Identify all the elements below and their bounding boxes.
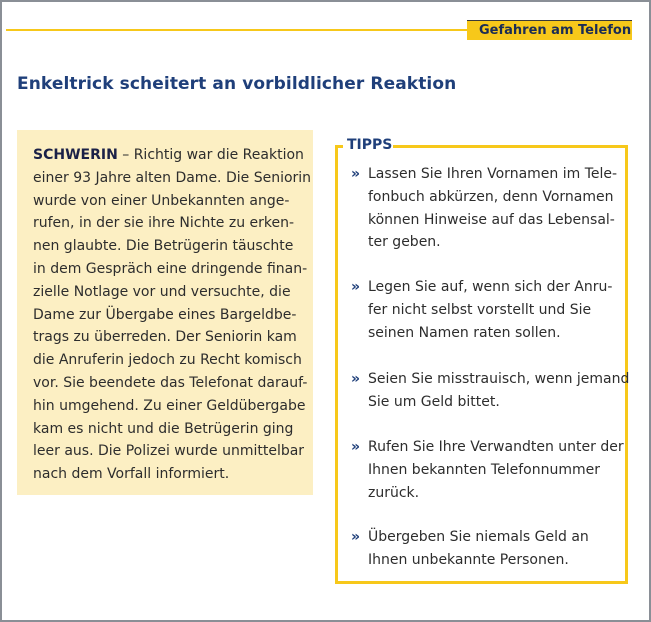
- tip-line: zurück.: [368, 484, 420, 501]
- tips-border-segment: [335, 145, 343, 148]
- tip-line: Sie um Geld bittet.: [368, 393, 500, 410]
- tip-line: fonbuch abkürzen, denn Vornamen: [368, 188, 614, 205]
- tip-item-1: [351, 163, 617, 254]
- tip-line: Seien Sie misstrauisch, wenn jemand: [368, 371, 630, 387]
- story-line: leer aus. Die Polizei wurde unmittelbar: [33, 443, 305, 460]
- story-dateline: SCHWERIN: [33, 147, 118, 163]
- story-line: in dem Gespräch eine dringende finan-: [33, 260, 308, 277]
- story-line: rufen, in der sie ihre Nichte zu erken-: [33, 215, 295, 232]
- story-line-text: – Richtig war die Reaktion: [117, 147, 304, 163]
- tip-item-3: [351, 368, 629, 414]
- story-box: [17, 130, 313, 495]
- bullet-icon: »: [351, 439, 361, 455]
- tip-line: Ihnen bekannten Telefonnummer: [368, 461, 600, 478]
- story-line: zielle Notlage vor und versuchte, die: [33, 283, 291, 300]
- story-line: [33, 144, 307, 167]
- tip-line: Ihnen unbekannte Personen.: [368, 551, 569, 568]
- story-line: kam es nicht und die Betrügerin ging: [33, 420, 294, 437]
- tips-border-segment: [388, 145, 628, 148]
- tip-line: Rufen Sie Ihre Verwandten unter der: [368, 439, 624, 455]
- tip-line: Legen Sie auf, wenn sich der Anru-: [368, 279, 613, 295]
- header-rule: [6, 29, 468, 31]
- bullet-icon: »: [351, 371, 361, 387]
- story-line: wurde von einer Unbekannten ange-: [33, 192, 290, 209]
- tip-item-5: [351, 526, 589, 572]
- tip-item-2: [351, 276, 612, 344]
- story-line: hin umgehend. Zu einer Geldübergabe: [33, 397, 306, 414]
- tip-line: Lassen Sie Ihren Vornamen im Tele-: [368, 166, 618, 182]
- tip-line: seinen Namen raten sollen.: [368, 324, 561, 341]
- tip-line: Übergeben Sie niemals Geld an: [368, 529, 589, 545]
- article-headline: Enkeltrick scheitert an vorbildlicher Reaktion: [17, 74, 457, 94]
- tip-item-4: [351, 436, 624, 504]
- tip-line: ter geben.: [368, 234, 441, 251]
- tips-heading: TIPPS: [347, 137, 393, 153]
- story-line: Dame zur Übergabe eines Bargeldbe-: [33, 306, 297, 323]
- tip-line: fer nicht selbst vorstellt und Sie: [368, 301, 592, 318]
- tip-line: können Hinweise auf das Lebensal-: [368, 211, 615, 228]
- story-line: vor. Sie beendete das Telefonat darauf-: [33, 374, 308, 391]
- story-line: trags zu überreden. Der Seniorin kam: [33, 329, 297, 346]
- bullet-icon: »: [351, 166, 361, 182]
- story-line: nen glaubte. Die Betrügerin täuschte: [33, 238, 294, 255]
- story-line: die Anruferin jedoch zu Recht komisch: [33, 352, 302, 369]
- story-line: einer 93 Jahre alten Dame. Die Seniorin: [33, 169, 312, 186]
- story-line: nach dem Vorfall informiert.: [33, 466, 230, 483]
- bullet-icon: »: [351, 529, 361, 545]
- bullet-icon: »: [351, 279, 361, 295]
- section-tab: Gefahren am Telefon: [467, 20, 632, 40]
